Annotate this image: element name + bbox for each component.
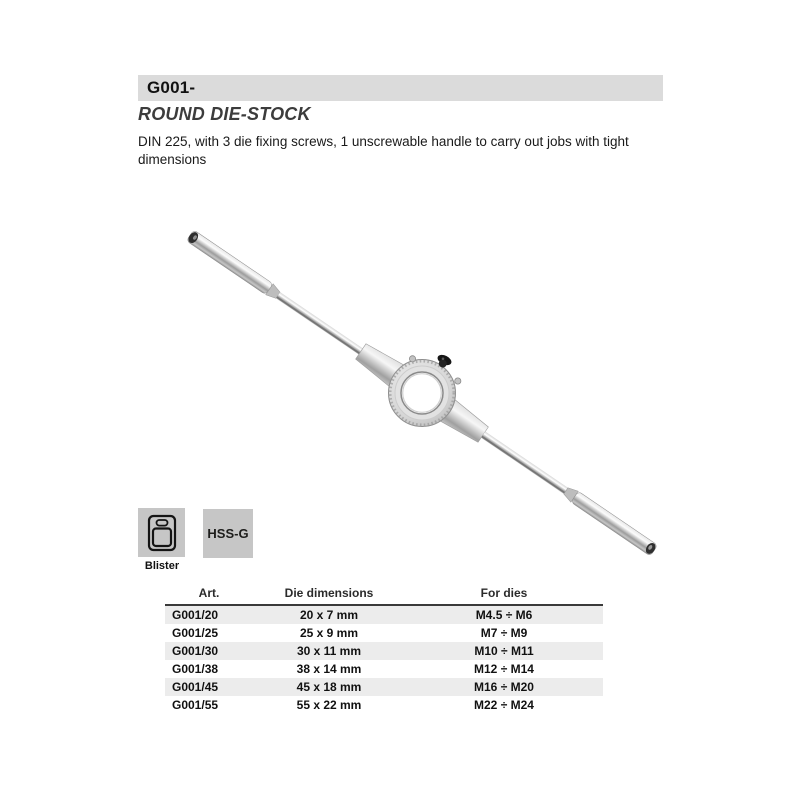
left-shaft (276, 292, 363, 354)
column-header-die-dimensions: Die dimensions (253, 584, 405, 605)
for-dies-cell: M12 ÷ M14 (474, 662, 534, 676)
blister-label: Blister (144, 560, 180, 572)
art-cell: G001/55 (172, 698, 219, 712)
die-dimensions-cell: 20 x 7 mm (299, 608, 359, 622)
die-hole (401, 372, 443, 414)
hss-g-label: HSS-G (207, 526, 249, 541)
product-description: DIN 225, with 3 die fixing screws, 1 unscrewable handle to carry out jobs with tight dimensions (138, 134, 629, 167)
right-shaft (481, 432, 568, 494)
art-cell: G001/38 (172, 662, 219, 676)
for-dies-cell: M22 ÷ M24 (474, 698, 534, 712)
right-handle-grip (571, 491, 658, 556)
art-cell: G001/20 (172, 608, 219, 622)
left-handle-grip (186, 230, 273, 295)
left-shaft-reflection (276, 297, 360, 355)
table-row (165, 642, 603, 660)
set-screw-icon (455, 378, 461, 384)
for-dies-cell: M7 ÷ M9 (480, 626, 528, 640)
table-header-row (165, 584, 603, 605)
right-shaft-reflection (481, 436, 565, 494)
hss-g-badge (203, 509, 253, 558)
die-dimensions-cell: 38 x 14 mm (296, 662, 362, 676)
product-code: G001- (147, 78, 196, 97)
die-dimensions-cell: 45 x 18 mm (296, 680, 362, 694)
art-cell: G001/45 (172, 680, 219, 694)
for-dies-cell: M10 ÷ M11 (474, 644, 534, 658)
blister-pack-icon (145, 513, 179, 553)
for-dies-cell: M4.5 ÷ M6 (475, 608, 533, 622)
table-row (165, 660, 603, 678)
die-dimensions-cell: 30 x 11 mm (296, 644, 362, 658)
table-row (165, 696, 603, 714)
product-code-bar (138, 75, 663, 101)
for-dies-cell: M16 ÷ M20 (474, 680, 534, 694)
product-title: ROUND DIE-STOCK (138, 104, 311, 124)
set-screw-icon (409, 356, 415, 362)
art-cell: G001/25 (172, 626, 219, 640)
column-header-for-dies: For dies (405, 584, 603, 605)
die-dimensions-cell: 25 x 9 mm (299, 626, 359, 640)
table-row (165, 605, 603, 624)
die-dimensions-cell: 55 x 22 mm (296, 698, 362, 712)
art-cell: G001/30 (172, 644, 219, 658)
table-row (165, 624, 603, 642)
table-row (165, 678, 603, 696)
blister-badge (138, 508, 185, 557)
spec-table (165, 584, 603, 714)
column-header-art: Art. (165, 584, 253, 605)
